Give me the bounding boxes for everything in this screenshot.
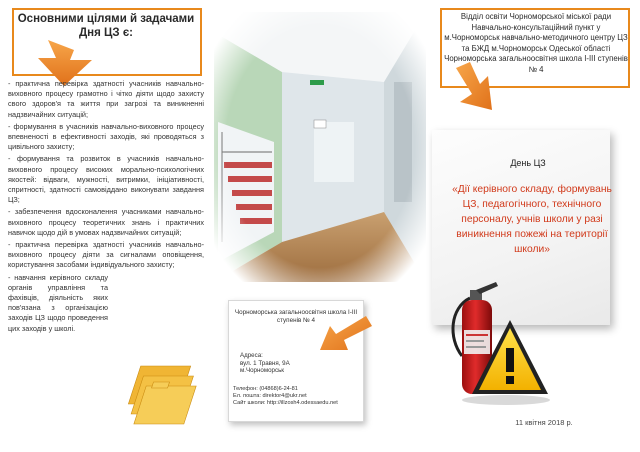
phone-text: Телефон: (04868)6-24-81 xyxy=(233,386,298,392)
goals-list xyxy=(8,79,204,336)
folders-icon xyxy=(110,362,202,432)
goal-item: - забезпечення вдосконалення учасниками навчально-виховного процесу теоретичних знань і практичних навичок щодо дій в умовах надзвичайних ситуацій; xyxy=(8,207,204,237)
email-text: Ел. пошта: direktor4@ukr.net xyxy=(233,393,307,399)
school-corridor-photo xyxy=(214,12,426,282)
event-date: 11 квітня 2018 р. xyxy=(515,418,573,427)
goal-item: - практична перевірка здатності учасників навчально-виховного процесу діяти за сигналами оповіщення, користування засобами індивідуального захисту; xyxy=(8,240,204,270)
goal-item: - формування в учасників навчально-виховного процесу впевненості в ефективності заходів, які проводяться з цивільного захисту; xyxy=(8,121,204,152)
arrow-down-left-icon xyxy=(318,316,372,352)
goal-item: - формування та розвиток в учасників навчально-виховного процесу високих морально-психологічних якостей: відваги, мужності, витримки, ініціативності, спритності, здатності самовіддано виконувати завдання ЦЗ; xyxy=(8,154,204,205)
address-line: вул. 1 Травня, 9А xyxy=(240,359,290,367)
goal-item: - практична перевірка здатності учасників навчально-виховного процесу грамотно і чітко діяти щодо захисту свого здоров'я та життя при загрозі та виникненні надзвичайних ситуацій; xyxy=(8,79,204,119)
school-title: Чорноморська загальноосвітня школа І-ІІІ ступенів № 4 xyxy=(234,309,358,324)
address-label: Адреса: xyxy=(240,352,263,359)
contacts-block xyxy=(233,386,361,407)
day-subtitle: «Дії керівного складу, формувань ЦЗ, педагогічного, технічного персоналу, учнів школи у разі виникнення пожежі на території школи» xyxy=(452,184,612,255)
day-title: День ЦЗ xyxy=(510,158,546,168)
address-line: м.Чорноморськ xyxy=(240,367,284,375)
address-block xyxy=(240,352,360,375)
website-text: Сайт школи: http://illzosh4.odessaedu.net xyxy=(233,400,338,406)
goals-title: Основними цілями й задачами Дня ЦЗ є: xyxy=(17,13,195,39)
fire-extinguisher-warning-icon xyxy=(440,268,550,408)
goal-item: - навчання керівного складу органів управління та фахівців, діяльність яких пов'язана з організацією заходів ЦЗ щодо проведення цих заходів у школі. xyxy=(8,272,108,333)
department-header: Відділ освіти Чорноморської міської ради Навчально-консультаційний пункт у м.Чорноморськ навчально-методичного центру ЦЗ та БЖД м.Чорноморськ Одеської області Чорноморська загальноосвітня школа І-ІІІ ступенів № 4 xyxy=(444,12,628,74)
arrow-down-right-icon xyxy=(452,62,508,114)
